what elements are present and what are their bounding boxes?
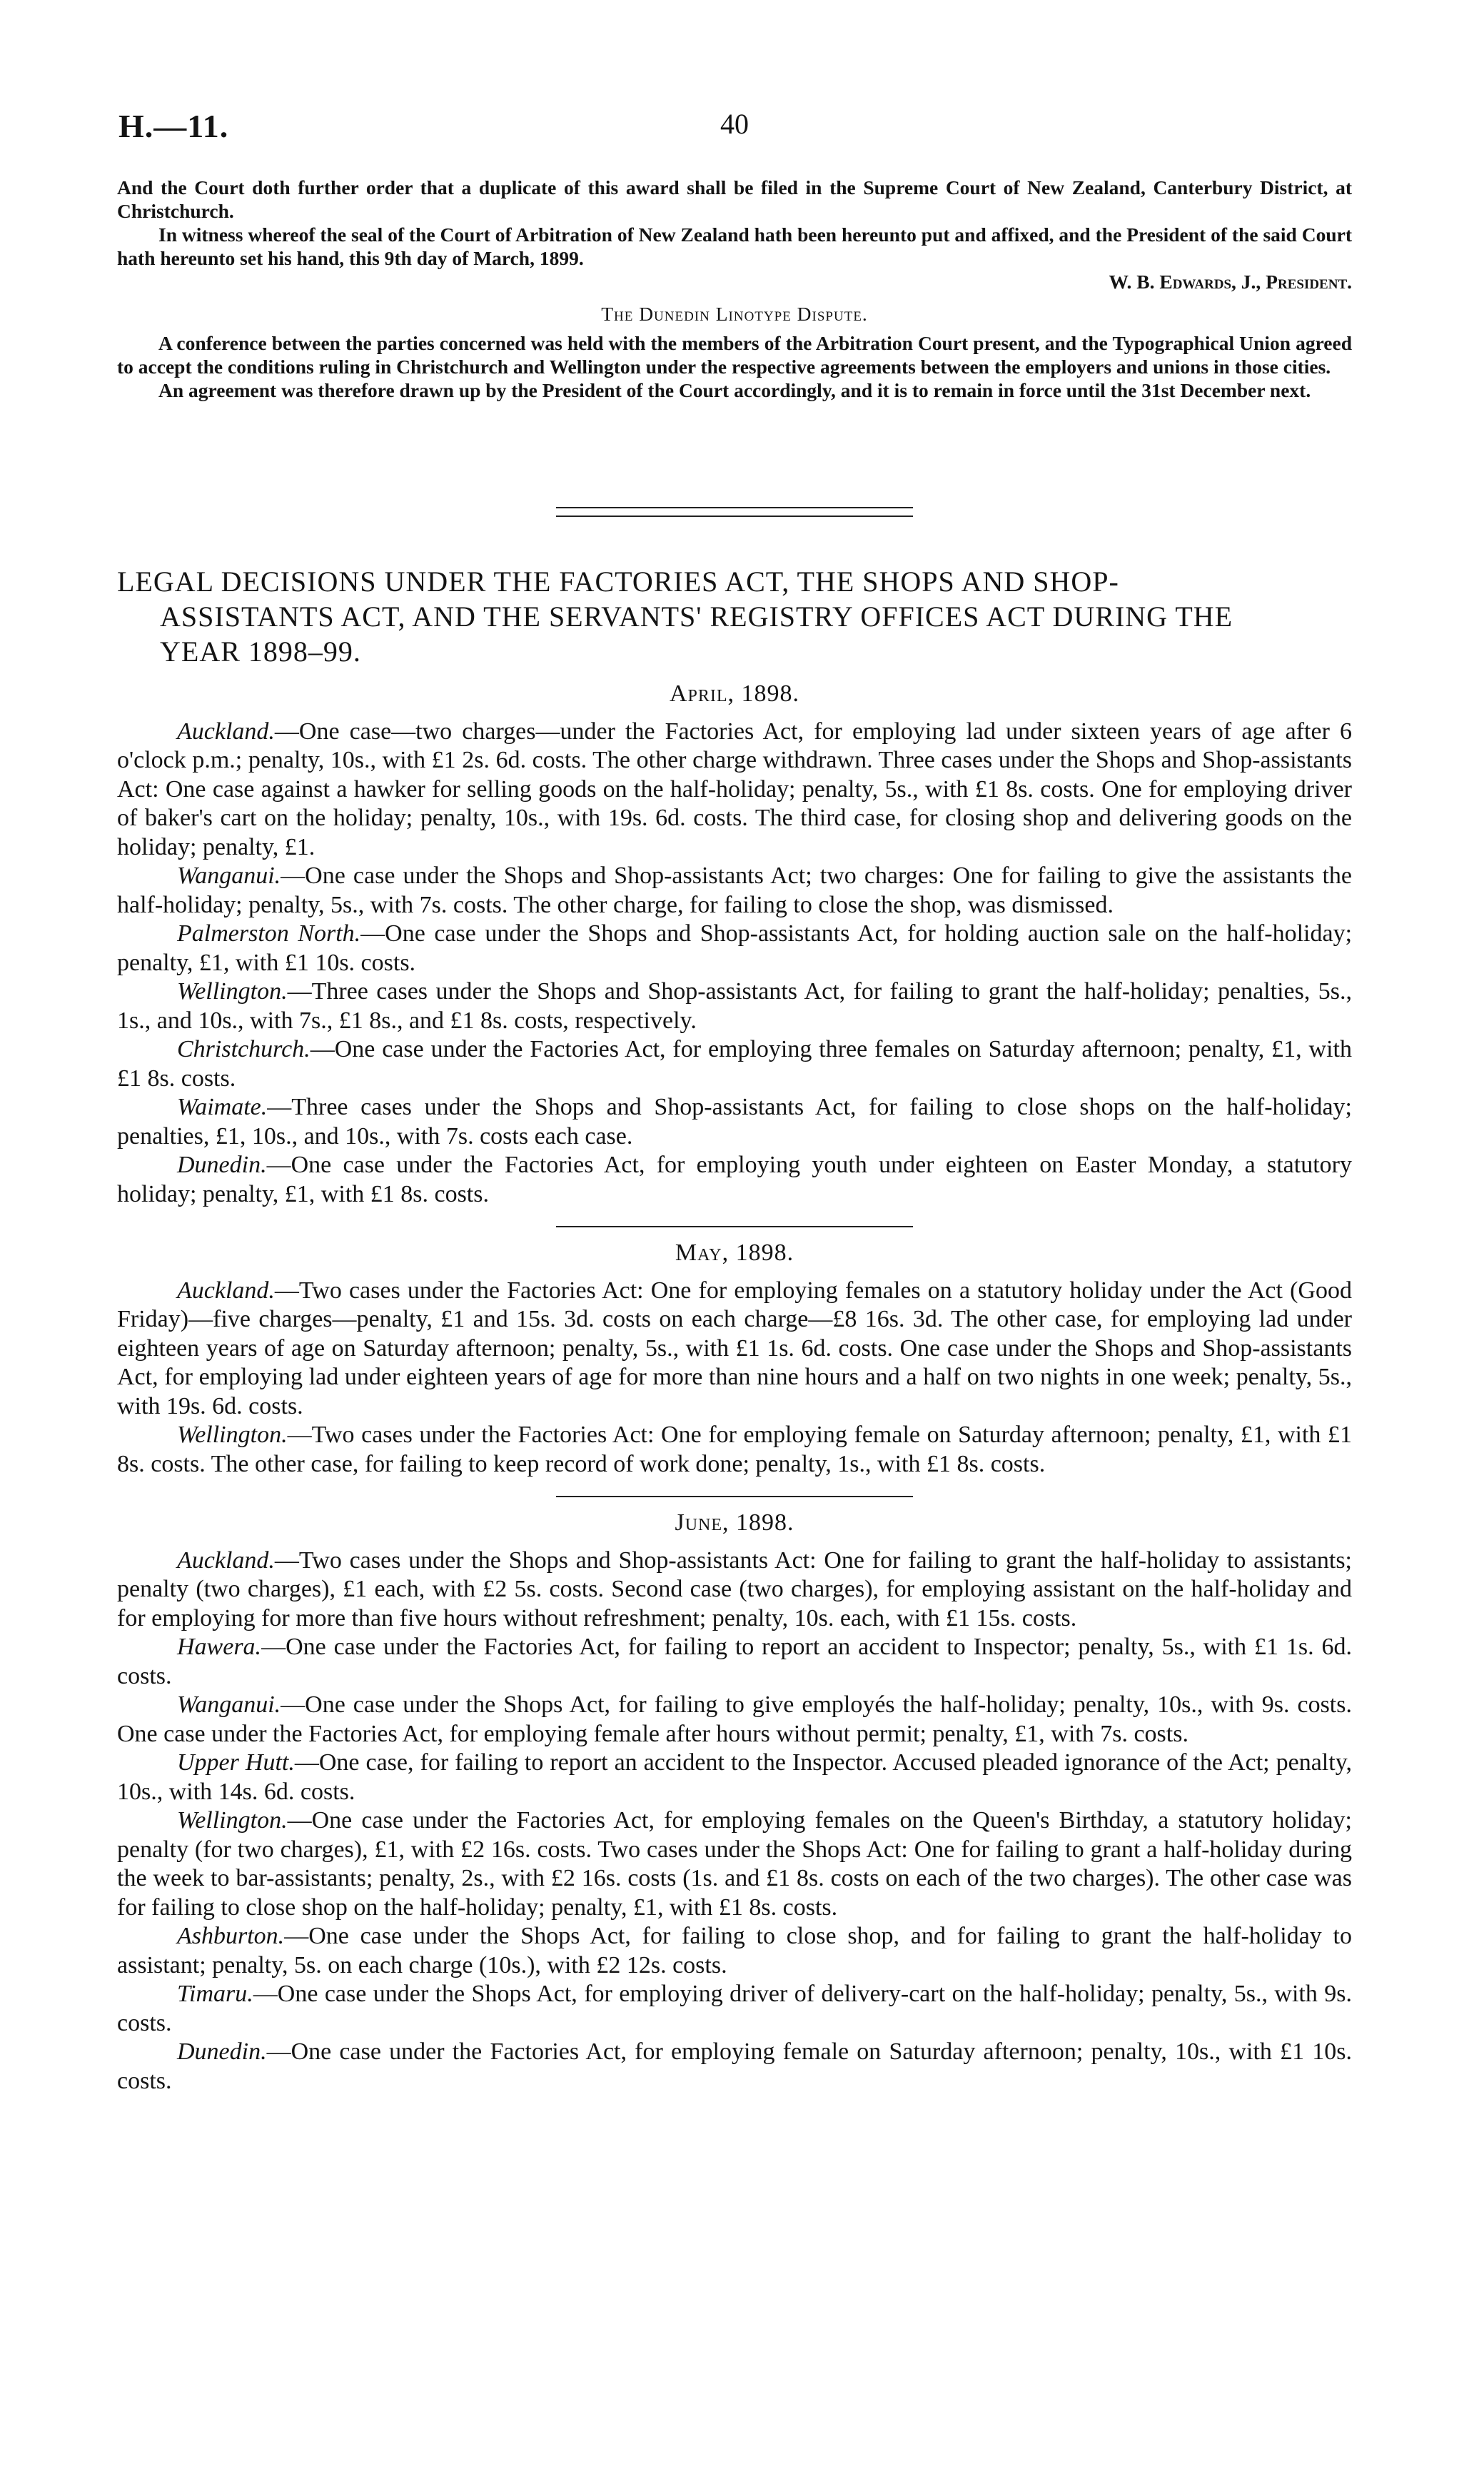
place-name: Wanganui.	[177, 863, 281, 889]
case-text: —Two cases under the Factories Act: One for employing female on Saturday afternoon; penalty, £1, with £1 8s. costs. The other case, for failing to keep record of work done; penalty, 1s., with £1 8s. costs.	[117, 1422, 1352, 1477]
award-paragraph: And the Court doth further order that a duplicate of this award shall be filed in the Supreme Court of New Zealand, Canterbury District, at Christchurch.	[117, 176, 1352, 222]
case-entry	[117, 1980, 1352, 2038]
case-entry	[117, 1806, 1352, 1922]
dispute-paragraph: A conference between the parties concerned was held with the members of the Arbitration Court present, and the Typographical Union agreed to accept the conditions ruling in Christchurch and Wellington under the respective agreements between the employers and unions in those cities.	[117, 332, 1352, 378]
place-name: Ashburton.	[177, 1923, 285, 1949]
case-text: —One case under the Factories Act, for failing to report an accident to Inspector; penalty, 5s., with £1 1s. 6d. costs.	[117, 1634, 1352, 1689]
case-entry	[117, 1421, 1352, 1479]
page-number: 40	[720, 108, 749, 140]
award-section	[117, 176, 1352, 402]
place-name: Hawera.	[177, 1634, 262, 1660]
case-entry	[117, 1277, 1352, 1422]
case-text: —One case under the Factories Act, for employing youth under eighteen on Easter Monday, a statutory holiday; penalty, £1, with £1 8s. costs.	[117, 1152, 1352, 1207]
case-entry	[117, 1749, 1352, 1806]
award-paragraph: In witness whereof the seal of the Court of Arbitration of New Zealand hath been hereunto put and affixed, and the President of the said Court hath hereunto set his hand, this 9th day of March, 1899.	[117, 223, 1352, 269]
place-name: Wellington.	[177, 1807, 288, 1834]
case-entry	[117, 718, 1352, 863]
case-text: —One case under the Factories Act, for employing female on Saturday afternoon; penalty, 10s., with £1 10s. costs.	[117, 2038, 1352, 2094]
place-name: Palmerston North.	[177, 920, 361, 947]
title-line: LEGAL DECISIONS UNDER THE FACTORIES ACT, THE SHOPS AND SHOP-	[117, 565, 1119, 598]
case-entry	[117, 2038, 1352, 2096]
section-heading: The Dunedin Linotype Dispute.	[601, 303, 868, 325]
place-name: Wellington.	[177, 978, 288, 1005]
place-name: Waimate.	[177, 1094, 268, 1120]
case-text: —One case under the Shops Act, for failing to give employés the half-holiday; penalty, 10s., with 9s. costs. One case under the Factories Act, for employing female after hours without permit; penalty, £1, with 7s. costs.	[117, 1691, 1352, 1747]
case-text: —One case—two charges—under the Factories Act, for employing lad under sixteen years of age after 6 o'clock p.m.; penalty, 10s., with £1 2s. 6d. costs. The other charge withdrawn. Three cases under the Shops and Shop-assistants Act: One case against a hawker for selling goods on the half-holiday; penalty, 5s., with £1 8s. costs. One for employing driver of baker's cart on the holiday; penalty, 10s., with 19s. 6d. costs. The third case, for closing shop and delivering goods on the holiday; penalty, £1.	[117, 718, 1352, 860]
place-name: Auckland.	[177, 718, 275, 745]
section-divider	[556, 1226, 913, 1227]
case-text: —Three cases under the Shops and Shop-assistants Act, for failing to grant the half-holiday; penalties, 5s., 1s., and 10s., with 7s., £1 8s., and £1 8s. costs, respectively.	[117, 978, 1352, 1034]
case-text: —One case under the Shops Act, for failing to close shop, and for failing to grant the half-holiday to assistant; penalty, 5s. on each charge (10s.), with £2 12s. costs.	[117, 1923, 1352, 1978]
case-entry	[117, 1035, 1352, 1093]
double-divider	[556, 507, 913, 517]
case-entry	[117, 1633, 1352, 1691]
place-name: Timaru.	[177, 1981, 253, 2007]
case-entry	[117, 1093, 1352, 1151]
case-entry	[117, 920, 1352, 977]
case-text: —One case under the Factories Act, for employing three females on Saturday afternoon; penalty, £1, with £1 8s. costs.	[117, 1036, 1352, 1092]
case-text: —One case under the Shops and Shop-assistants Act; two charges: One for failing to give the assistants the half-holiday; penalty, 5s., with 7s. costs. The other charge, for failing to close the shop, was dismissed.	[117, 863, 1352, 918]
document-reference: H.—11.	[118, 108, 229, 144]
case-entry	[117, 977, 1352, 1035]
month-heading: April, 1898.	[669, 680, 800, 707]
place-name: Auckland.	[177, 1277, 275, 1304]
case-text: —Three cases under the Shops and Shop-assistants Act, for failing to close shops on the half-holiday; penalties, £1, 10s., and 10s., with 7s. costs each case.	[117, 1094, 1352, 1150]
place-name: Wellington.	[177, 1422, 288, 1448]
month-heading: May, 1898.	[675, 1240, 794, 1266]
place-name: Wanganui.	[177, 1691, 281, 1718]
case-text: —One case under the Factories Act, for employing females on the Queen's Birthday, a statutory holiday; penalty (for two charges), £1, with £2 16s. costs. Two cases under the Shops Act: One for failing to grant a half-holiday during the week to bar-assistants; penalty, 2s., with £2 16s. costs (1s. and £1 8s. costs on each of the two charges). The other case was for failing to close shop on the half-holiday; penalty, £1, with £1 8s. costs.	[117, 1807, 1352, 1921]
document-page	[117, 0, 1352, 2479]
month-heading: June, 1898.	[675, 1509, 794, 1536]
main-title	[117, 564, 1352, 669]
place-name: Christchurch.	[177, 1036, 311, 1062]
title-line: ASSISTANTS ACT, AND THE SERVANTS' REGISTRY OFFICES ACT DURING THE	[160, 600, 1233, 633]
place-name: Upper Hutt.	[177, 1749, 295, 1776]
case-text: —One case under the Shops and Shop-assistants Act, for holding auction sale on the half-holiday; penalty, £1, with £1 10s. costs.	[117, 920, 1353, 976]
case-text: —One case under the Shops Act, for employing driver of delivery-cart on the half-holiday; penalty, 5s., with 9s. costs.	[117, 1981, 1352, 2036]
case-text: —Two cases under the Shops and Shop-assistants Act: One for failing to grant the half-holiday to assistants; penalty (two charges), £1 each, with £2 5s. costs. Second case (two charges), for employing assistant on the half-holiday and for employing for more than five hours without refreshment; penalty, 10s. each, with £1 15s. costs.	[117, 1547, 1352, 1631]
case-entry	[117, 1922, 1352, 1980]
place-name: Dunedin.	[177, 1152, 267, 1178]
case-text: —Two cases under the Factories Act: One for employing females on a statutory holiday under the Act (Good Friday)—five charges—penalty, £1 and 15s. 3d. costs on each charge—£8 16s. 3d. The other case, for employing lad under eighteen years of age on Saturday afternoon; penalty, 5s., with £1 1s. 6d. costs. One case under the Shops and Shop-assistants Act, for employing lad under eighteen years of age for more than nine hours and a half on two nights in one week; penalty, 5s., with 19s. 6d. costs.	[117, 1277, 1352, 1419]
case-entry	[117, 1151, 1352, 1209]
case-entry	[117, 862, 1352, 920]
decisions-body	[117, 677, 1352, 2096]
case-entry	[117, 1547, 1352, 1634]
signature: W. B. Edwards, J., President.	[1109, 271, 1352, 293]
place-name: Auckland.	[177, 1547, 275, 1574]
dispute-paragraph: An agreement was therefore drawn up by the President of the Court accordingly, and it is to remain in force until the 31st December next.	[158, 379, 1311, 401]
case-text: —One case, for failing to report an accident to the Inspector. Accused pleaded ignorance of the Act; penalty, 10s., with 14s. 6d. costs.	[117, 1749, 1352, 1805]
case-entry	[117, 1691, 1352, 1749]
place-name: Dunedin.	[177, 2038, 267, 2065]
section-divider	[556, 1496, 913, 1497]
title-line: YEAR 1898–99.	[160, 635, 361, 668]
